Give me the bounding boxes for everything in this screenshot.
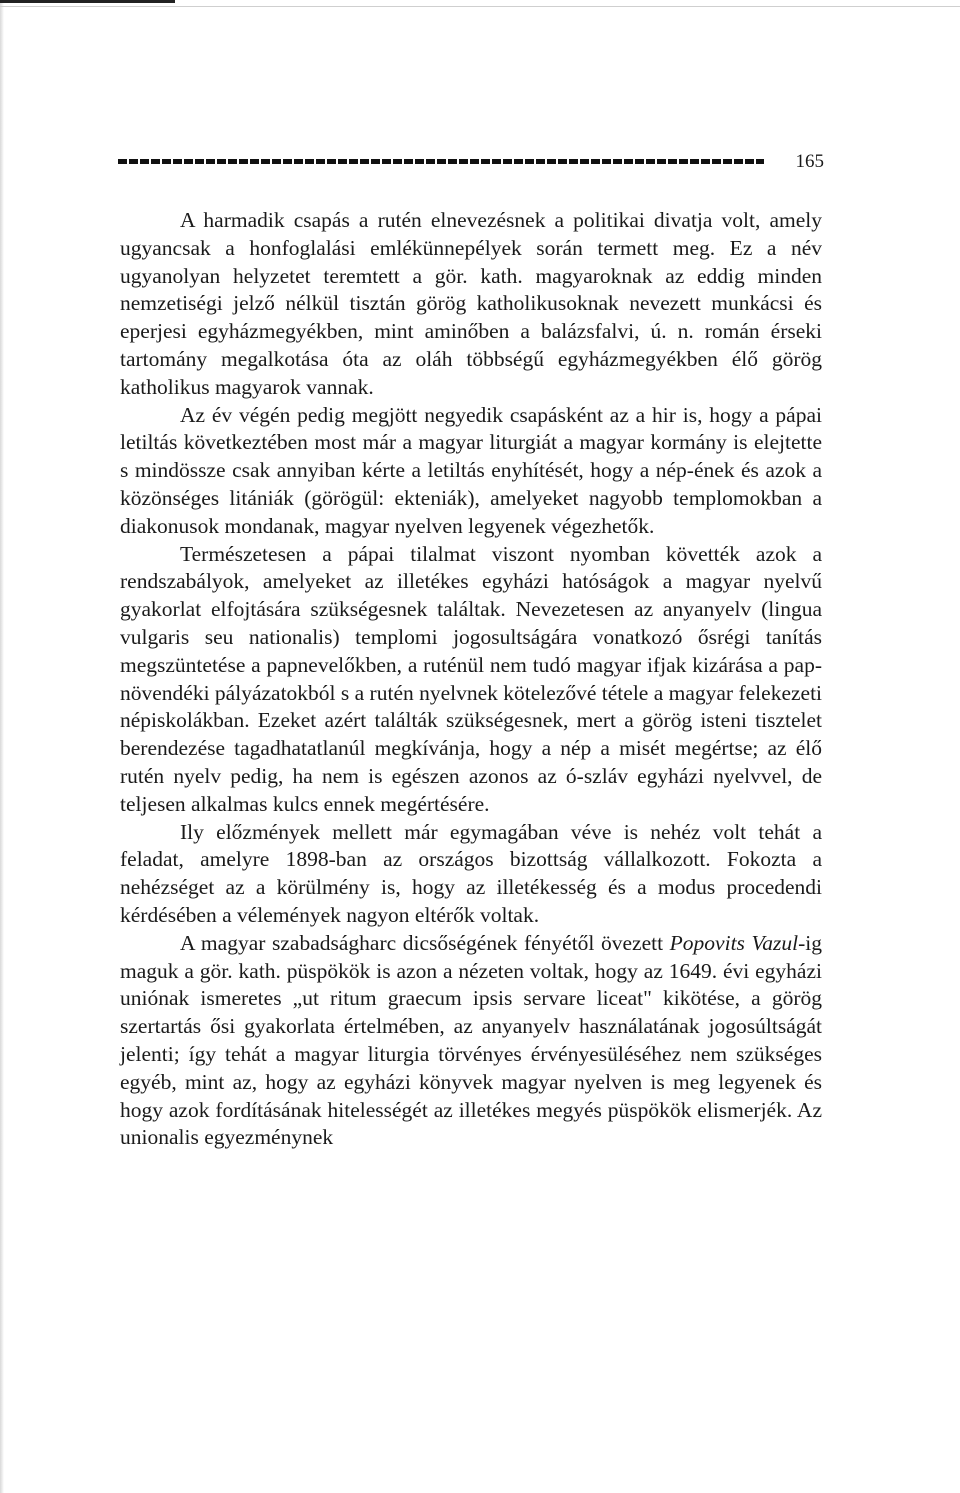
paragraph-1: A harmadik csapás a rutén elnevezésnek a politikai divatja volt, amely ugyancsak a honfoglalási emlékünnepélyek során termett meg. Ez a név ugyanolyan helyzetet teremtett a gör. kath. magyaroknak az eddig minden nemzetiségi jelző nélkül tisztán görög katholikusoknak nevezett munkácsi és eperjesi egyházmegyékben, mint aminőben a balázsfalvi, ú. n. román érseki tartomány megalkotása óta az oláh többségű egyházmegyékben élő görög katholikus magyarok vannak. — [120, 208, 822, 399]
paragraph-2: Az év végén pedig megjött negyedik csapásként az a hir is, hogy a pápai letiltás következtében most már a magyar liturgiát a magyar kormány is elejtette s mindössze csak annyiban kérte a letiltás enyhítését, hogy a nép-ének és azok a közönséges litániák (görögül: ekteniák), amelyeket nagyobb templomokban a diakonusok mondanak, magyar nyelven legyenek végezhetők. — [120, 402, 822, 538]
paragraph-5-lead: A magyar szabadságharc dicsőségének fényétől övezett — [180, 930, 670, 955]
page-left-edge-shadow — [0, 0, 4, 1493]
paragraph-3: Természetesen a pápai tilalmat viszont nyomban követték azok a rendszabályok, amelyeket az illetékes egyházi hatóságok a magyar nyelvű gyakorlat elfojtására szükségesnek találtak. Nevezetesen az anyanyelv (lingua vulgaris seu nationalis) templomi jogosultságára vonatkozó ősrégi tanítás megszüntetése a papnevelőkben, a ruténül nem tudó magyar ifjak kizárása a papnövendéki pályázatokból s a rutén nyelvnek kötelezővé tétele a magyar felekezeti népiskolákban. Ezeket azért találták szükségesnek, mert a görög isteni tisztelet berendezése tagadhatatlanúl megkívánja, hogy a nép a misét megértse; az élő rutén nyelv pedig, ha nem is egészen azonos az ó-szláv egyházi nyelvvel, de teljesen alkalmas kulcs ennek megértésére. — [120, 541, 823, 816]
page-header — [118, 150, 824, 174]
italic-name-popovits-vazul: Popovits Vazul — [669, 930, 799, 955]
paragraph-5-rest: -ig maguk a gör. kath. püspökök is azon a nézeten voltak, hogy az 1649. évi egyházi uniónak ismeretes „ut ritum graecum ipsis servare liceat" kikötése, a görög szertartás ősi gyakorlata értelmében, az anyanyelv használatának jogosúltságát jelenti; így tehát a magyar liturgia törvényes érvényesüléséhez nem szükséges egyéb, mint az, hogy az egyházi könyvek magyar nyelven is meg legyenek és hogy azok fordításának hitelességét az illetékes megyés püspökök elismerjék. Az unionalis egyezménynek — [120, 930, 822, 1150]
paragraph-4: Ily előzmények mellett már egymagában véve is nehéz volt tehát a feladat, amelyre 1898-ban az országos bizottság vállalkozott. Fokozta a nehézséget az a körülmény is, hogy az illetékesség és a modus procedendi kérdésében a vélemények nagyon eltérők voltak. — [120, 819, 822, 927]
body-text — [120, 207, 822, 1152]
top-scan-border — [0, 0, 960, 7]
paragraph-5 — [120, 930, 822, 1152]
top-scan-mark — [0, 0, 175, 3]
header-ornament-rule — [118, 157, 764, 166]
page-number: 165 — [795, 151, 824, 172]
